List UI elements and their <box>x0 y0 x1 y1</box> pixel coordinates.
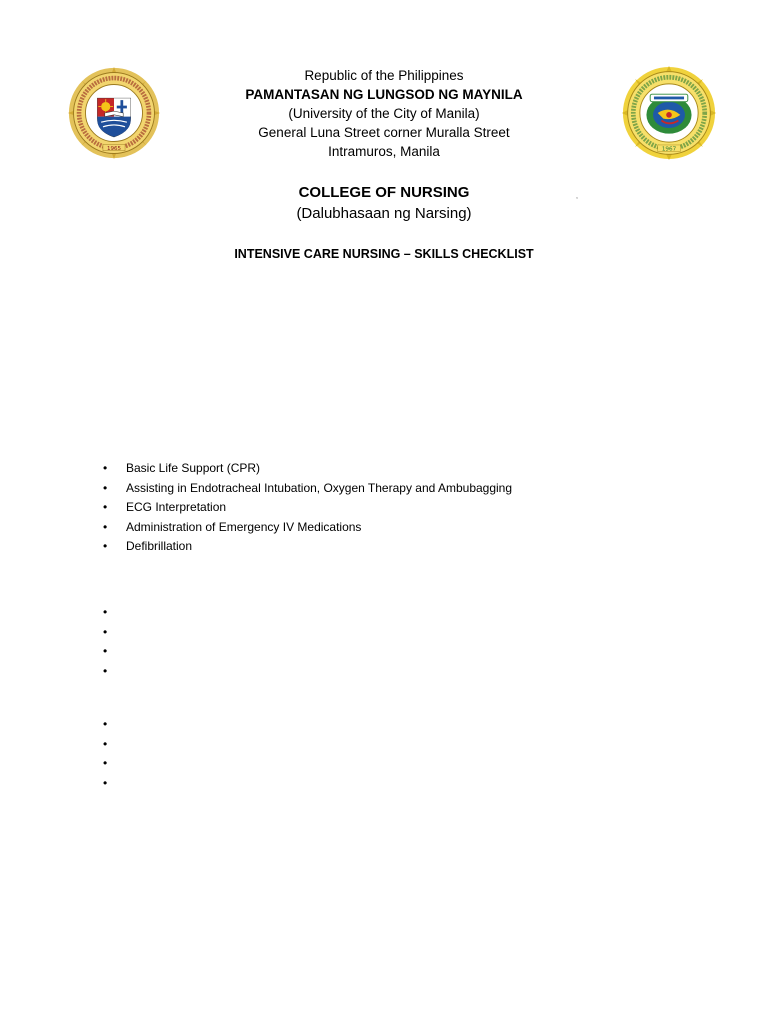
header-street-address: General Luna Street corner Muralla Street <box>258 125 510 140</box>
blank-list-1 <box>103 603 126 681</box>
bullet-icon: • <box>103 663 108 678</box>
institution-header <box>184 66 584 161</box>
college-of-nursing-seal-icon <box>622 66 716 160</box>
list-item <box>103 479 512 499</box>
bullet-icon: • <box>103 500 108 515</box>
header-city: Intramuros, Manila <box>328 144 440 159</box>
bullet-icon: • <box>103 539 108 554</box>
list-item <box>103 774 126 794</box>
bullet-icon: • <box>103 624 108 639</box>
bullet-icon: • <box>103 756 108 771</box>
list-item <box>103 603 126 623</box>
list-item <box>103 623 126 643</box>
college-subtitle: (Dalubhasaan ng Narsing) <box>296 205 472 222</box>
checklist-title: INTENSIVE CARE NURSING – SKILLS CHECKLIST <box>234 247 534 261</box>
list-item <box>103 459 512 479</box>
bullet-icon: • <box>103 775 108 790</box>
svg-text:1967: 1967 <box>661 146 677 153</box>
skill-label: ECG Interpretation <box>126 500 227 515</box>
list-item <box>103 518 512 538</box>
list-item <box>103 735 126 755</box>
bullet-icon: • <box>103 519 108 534</box>
list-item <box>103 537 512 557</box>
skill-label: Defibrillation <box>126 539 193 554</box>
bullet-icon: • <box>103 717 108 731</box>
skill-label: Administration of Emergency IV Medications <box>126 519 362 534</box>
skill-label: Basic Life Support (CPR) <box>126 461 261 475</box>
blank-list-2 <box>103 715 126 793</box>
list-item <box>103 662 126 682</box>
university-seal-icon <box>68 67 160 159</box>
bullet-icon: • <box>103 605 108 619</box>
header-university-name: PAMANTASAN NG LUNGSOD NG MAYNILA <box>245 87 523 102</box>
bullet-icon: • <box>103 461 108 475</box>
college-heading <box>184 183 584 225</box>
skills-list <box>103 459 512 557</box>
skill-label: Assisting in Endotracheal Intubation, Oxygen Therapy and Ambubagging <box>126 480 513 495</box>
svg-text:1965: 1965 <box>106 145 122 152</box>
header-university-english: (University of the City of Manila) <box>288 106 480 121</box>
bullet-icon: • <box>103 736 108 751</box>
list-item <box>103 642 126 662</box>
bullet-icon: • <box>103 480 108 495</box>
list-item <box>103 498 512 518</box>
college-title: COLLEGE OF NURSING <box>298 184 470 201</box>
stray-mark: , <box>576 193 578 200</box>
bullet-icon: • <box>103 644 108 659</box>
header-country: Republic of the Philippines <box>304 68 464 83</box>
list-item <box>103 754 126 774</box>
list-item <box>103 715 126 735</box>
